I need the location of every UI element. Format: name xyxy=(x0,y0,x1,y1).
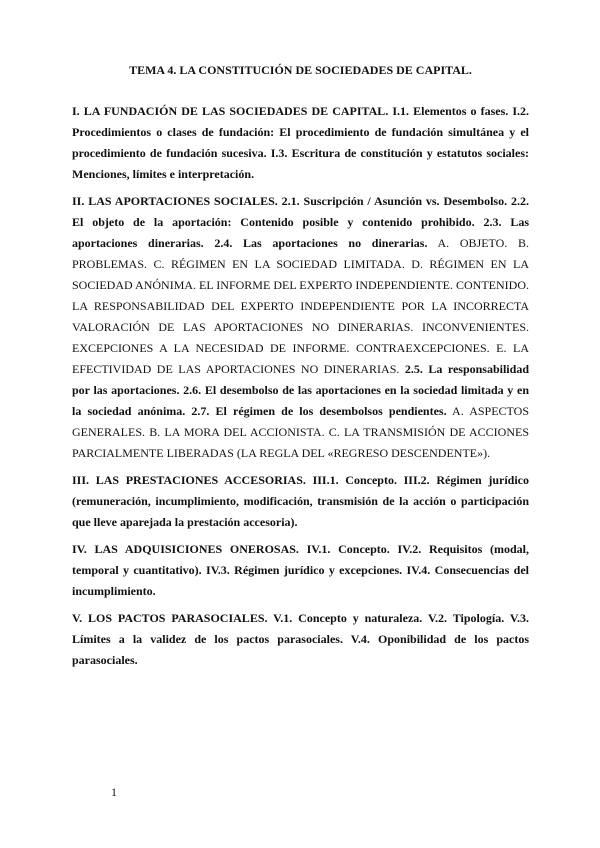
section-3-text: III. LAS PRESTACIONES ACCESORIAS. III.1. Concepto. III.2. Régimen jurídico (remuneración, incumplimiento, modificación, transmisión de la acción o participación que lleve aparejada la prestación accesoria). xyxy=(72,473,529,529)
section-2-text-plain-2: A. ASPECTOS GENERALES. B. LA MORA DEL ACCIONISTA. C. LA TRANSMISIÓN DE ACCIONES PARCIALMENTE LIBERADAS (LA REGLA DEL «REGRESO DESCENDENTE»). xyxy=(72,404,529,460)
page-number: 1 xyxy=(111,785,117,799)
section-1 xyxy=(72,101,529,185)
section-4-text: IV. LAS ADQUISICIONES ONEROSAS. IV.1. Concepto. IV.2. Requisitos (modal, temporal y cuantitativo). IV.3. Régimen jurídico y excepciones. IV.4. Consecuencias del incumplimiento. xyxy=(72,542,529,598)
document-title: TEMA 4. LA CONSTITUCIÓN DE SOCIEDADES DE CAPITAL. xyxy=(129,63,472,77)
section-2 xyxy=(72,191,529,464)
section-2-text-plain-1: A. OBJETO. B. PROBLEMAS. C. RÉGIMEN EN LA SOCIEDAD LIMITADA. D. RÉGIMEN EN LA SOCIEDAD ANÓNIMA. EL INFORME DEL EXPERTO INDEPENDIENTE. CONTENIDO. LA RESPONSABILIDAD DEL EXPERTO INDEPENDIENTE POR LA INCORRECTA VALORACIÓN DE LAS APORTACIONES NO DINERARIAS. INCONVENIENTES. EXCEPCIONES A LA NECESIDAD DE INFORME. CONTRAEXCEPCIONES. E. LA EFECTIVIDAD DE LAS APORTACIONES NO DINERARIAS. xyxy=(72,236,529,376)
document-page xyxy=(72,62,529,677)
section-1-text: I. LA FUNDACIÓN DE LAS SOCIEDADES DE CAPITAL. I.1. Elementos o fases. I.2. Procedimientos o clases de fundación: El procedimiento de fundación simultánea y el procedimiento de fundación sucesiva. I.3. Escritura de constitución y estatutos sociales: Menciones, límites e interpretación. xyxy=(72,104,529,181)
section-4 xyxy=(72,539,529,602)
section-5 xyxy=(72,608,529,671)
section-2-text-bold-2: 2.5. La responsabilidad por las aportaciones. 2.6. El desembolso de las aportaciones en la sociedad limitada y en la sociedad anónima. 2.7. El régimen de los desembolsos pendientes. xyxy=(72,362,529,418)
section-3 xyxy=(72,470,529,533)
section-2-text-bold-1: II. LAS APORTACIONES SOCIALES. 2.1. Suscripción / Asunción vs. Desembolso. 2.2. El objeto de la aportación: Contenido posible y contenido prohibido. 2.3. Las aportaciones dinerarias. 2.4. Las aportaciones no dinerarias. xyxy=(72,194,529,250)
section-5-text: V. LOS PACTOS PARASOCIALES. V.1. Concepto y naturaleza. V.2. Tipología. V.3. Límites a la validez de los pactos parasociales. V.4. Oponibilidad de los pactos parasociales. xyxy=(72,611,529,667)
